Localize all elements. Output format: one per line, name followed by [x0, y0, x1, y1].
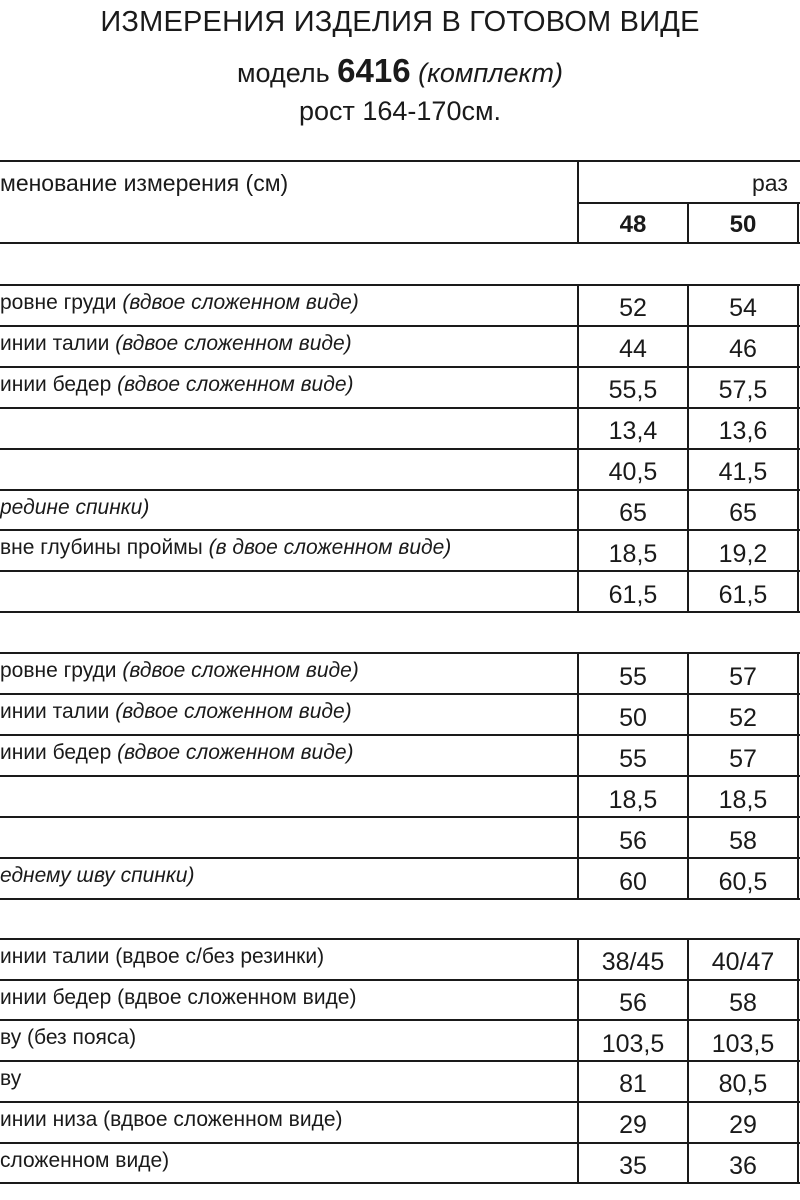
size-48-value: 55: [619, 744, 647, 773]
row-label: [0, 985, 356, 1011]
table-rule: [0, 898, 800, 900]
table-rule: [0, 1019, 800, 1021]
size-48-value: 56: [619, 826, 647, 855]
size-50-value: 19,2: [718, 539, 768, 568]
size-50-value: 36: [729, 1151, 757, 1180]
size-48-value: 18,5: [608, 539, 658, 568]
size-50-value: 29: [729, 1111, 757, 1140]
row-label-text: ву (без пояса): [0, 1026, 137, 1050]
row-label: [0, 331, 352, 357]
size-48-value: 65: [619, 498, 647, 527]
table-rule: [0, 529, 800, 531]
table-rule: [0, 284, 800, 286]
table-rule: [0, 652, 800, 654]
size-48-value: 55,5: [608, 376, 658, 405]
size-50-header: 50: [729, 211, 757, 238]
size-50-value: 58: [729, 989, 757, 1018]
table-column-rule: [797, 939, 799, 1183]
table-column-rule: [687, 203, 689, 243]
table-column-rule: [577, 939, 579, 1183]
size-50-value: 58: [729, 826, 757, 855]
row-label: [0, 863, 194, 889]
column-header-size: раз: [752, 170, 788, 196]
size-48-value: 44: [619, 335, 647, 364]
size-48-value: 18,5: [608, 785, 658, 814]
row-label-text: инии бедер: [0, 741, 118, 764]
size-50-value: 57,5: [718, 376, 768, 405]
table-rule: [0, 325, 800, 327]
size-50-value: 103,5: [711, 1029, 775, 1058]
table-rule: [0, 979, 800, 981]
row-label-note: (вдвое сложенном виде): [117, 741, 354, 764]
table-column-rule: [797, 285, 799, 612]
row-label: [0, 740, 354, 766]
size-48-value: 81: [619, 1070, 647, 1099]
table-rule: [0, 242, 800, 244]
model-prefix: модель: [236, 58, 330, 88]
table-rule: [0, 1060, 800, 1062]
table-rule: [0, 366, 800, 368]
table-rule: [0, 611, 800, 613]
size-50-value: 40/47: [711, 948, 775, 977]
row-label: [0, 1148, 169, 1174]
row-label: [0, 1025, 136, 1051]
table-column-rule: [577, 653, 579, 899]
row-label-note: (вдвое сложенном виде): [117, 372, 354, 396]
table-rule: [0, 160, 800, 162]
row-label-text: инии талии: [0, 331, 116, 355]
row-label: [0, 535, 451, 561]
size-48-value: 60: [619, 867, 647, 896]
size-50-value: 57: [729, 744, 757, 773]
size-48-value: 29: [619, 1111, 647, 1140]
table-rule: [0, 857, 800, 859]
table-rule: [0, 734, 800, 736]
size-50-value: 46: [729, 335, 757, 364]
size-48-value: 55: [619, 662, 647, 691]
row-label: [0, 1107, 343, 1133]
table-rule: [578, 202, 800, 204]
size-48-header: 48: [619, 211, 647, 238]
row-label-note: (вдвое сложенном виде): [115, 331, 352, 355]
row-label-text: инии бедер (вдвое сложенном виде): [0, 985, 357, 1009]
size-50-value: 18,5: [718, 785, 768, 814]
size-48-value: 61,5: [608, 580, 658, 609]
table-rule: [0, 407, 800, 409]
row-label-text: инии талии: [0, 700, 116, 723]
row-label-note: редине спинки): [0, 495, 150, 519]
row-label-text: сложенном виде): [0, 1148, 170, 1172]
table-rule: [0, 570, 800, 572]
row-label-note: (в двое сложенном виде): [208, 536, 452, 560]
size-50-value: 65: [729, 498, 757, 527]
table-rule: [0, 938, 800, 940]
table-column-rule: [797, 203, 799, 243]
size-48-value: 38/45: [601, 948, 665, 977]
table-column-rule: [687, 939, 689, 1183]
row-label-text: вне глубины проймы: [0, 536, 209, 560]
row-label-text: инии бедер: [0, 372, 118, 396]
row-label-note: еднему шву спинки): [0, 864, 195, 887]
row-label: [0, 699, 352, 725]
size-50-value: 61,5: [718, 580, 768, 609]
size-50-value: 80,5: [718, 1070, 768, 1099]
row-label: [0, 1066, 21, 1092]
size-48-value: 50: [619, 703, 647, 732]
row-label: [0, 372, 354, 398]
row-label-note: (вдвое сложенном виде): [122, 659, 359, 682]
row-label-note: (вдвое сложенном виде): [115, 700, 352, 723]
row-label-text: инии низа (вдвое сложенном виде): [0, 1107, 343, 1131]
table-column-rule: [687, 653, 689, 899]
size-50-value: 60,5: [718, 867, 768, 896]
model-line: [0, 52, 800, 90]
size-50-value: 52: [729, 703, 757, 732]
table-rule: [0, 489, 800, 491]
row-label-text: ву: [0, 1067, 22, 1091]
size-50-value: 57: [729, 662, 757, 691]
table-rule: [0, 693, 800, 695]
row-label: [0, 944, 324, 970]
table-rule: [0, 1101, 800, 1103]
table-column-rule: [687, 285, 689, 612]
model-note: (комплект): [418, 58, 564, 88]
row-label-text: инии талии (вдвое с/без резинки): [0, 945, 325, 968]
model-number: 6416: [337, 52, 411, 89]
row-label-text: ровне груди: [0, 659, 123, 682]
page-title: ИЗМЕРЕНИЯ ИЗДЕЛИЯ В ГОТОВОМ ВИДЕ: [100, 6, 700, 38]
table-column-rule: [577, 285, 579, 612]
row-label-text: ровне груди: [0, 291, 123, 314]
size-48-value: 56: [619, 989, 647, 1018]
size-50-value: 54: [729, 294, 757, 323]
size-50-value: 13,6: [718, 417, 768, 446]
size-48-value: 35: [619, 1151, 647, 1180]
table-column-rule: [797, 653, 799, 899]
table-rule: [0, 775, 800, 777]
height-range: рост 164-170см.: [298, 96, 502, 126]
size-48-value: 40,5: [608, 458, 658, 487]
column-header-measurement-name: менование измерения (см): [0, 170, 289, 196]
row-label-note: (вдвое сложенном виде): [122, 291, 359, 314]
row-label: [0, 658, 359, 684]
table-rule: [0, 816, 800, 818]
size-48-value: 13,4: [608, 417, 658, 446]
size-48-value: 103,5: [601, 1029, 665, 1058]
table-column-rule: [577, 161, 579, 243]
size-48-value: 52: [619, 294, 647, 323]
row-label: [0, 290, 359, 316]
table-rule: [0, 1142, 800, 1144]
table-rule: [0, 1182, 800, 1184]
size-50-value: 41,5: [718, 458, 768, 487]
table-rule: [0, 448, 800, 450]
row-label: [0, 495, 149, 521]
